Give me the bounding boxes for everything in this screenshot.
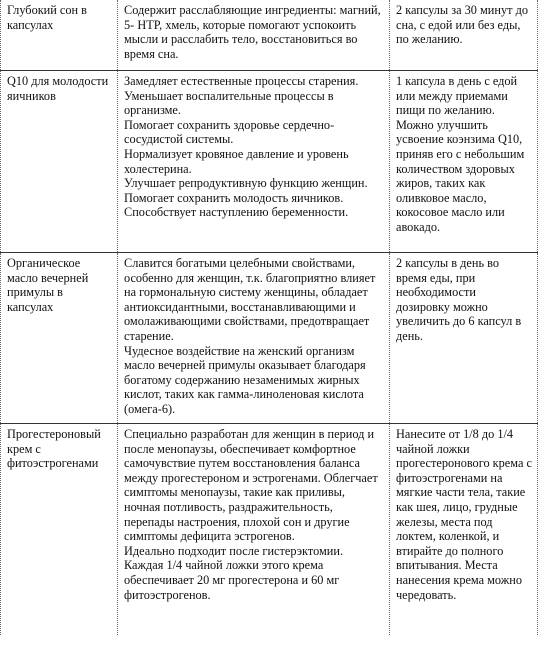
description-cell [118,0,390,71]
product-name: Глубокий сон в капсулах [7,3,87,32]
description-paragraph: Содержит расслабляющие ингредиенты: магний, 5- HTP, хмель, которые помогают успокоить мысли и расслабить тело, восстановиться во время сна. [124,3,381,61]
table-row [1,0,538,71]
dosage-cell [390,424,538,636]
description-paragraph: Способствует наступлению беременности. [124,205,349,220]
description-paragraph: Улучшает репродуктивную функцию женщин. [124,176,368,191]
dosage-text: 2 капсулы за 30 минут до сна, с едой или без еды, по желанию. [396,3,528,47]
product-name: Q10 для молодости яичников [7,74,109,103]
description-cell [118,253,390,424]
product-name: Прогестероновый крем с фитоэстрогенами [7,427,101,471]
dosage-text: Нанесите от 1/8 до 1/4 чайной ложки прогестеронового крема с фитоэстрогенами на мягкие части тела, такие как шея, лицо, грудные железы, места под локтем, коленкой, и втирайте до полного впитывания. Места нанесения крема можно чередовать. [396,427,532,602]
description-paragraph: Нормализует кровяное давление и уровень холестерина. [124,146,349,176]
product-name: Органическое масло вечерней примулы в капсулах [7,256,89,314]
description-cell [118,71,390,253]
dosage-cell [390,71,538,253]
description-paragraph: Идеально подходит после гистерэктомии. [124,543,344,558]
description-paragraph: Специально разработан для женщин в период и после менопаузы, обеспечивает комфортное самочувствие путем восстановления баланса между прогестероном и эстрогенами. Облегчает симптомы менопаузы, такие как приливы, ночная потливость, раздражительность, перепады настроения, плохой сон и другие симптомы дефицита эстрогенов. [124,427,378,544]
description-paragraph: Помогает сохранить здоровье сердечно-сосудистой системы. [124,117,335,147]
description-paragraph: Уменьшает воспалительные процессы в организме. [124,88,334,118]
product-name-cell [1,0,118,71]
description-paragraph: Замедляет естественные процессы старения. [124,74,359,88]
description-paragraph: Славится богатыми целебными свойствами, особенно для женщин, т.к. благоприятно влияет на гормональную систему женщины, обладает антиоксидантными, восстанавливающими и омолаживающими свойствами, предотвращает старение. [124,256,376,343]
dosage-text: 2 капсулы в день во время еды, при необходимости дозировку можно увеличить до 6 капсул в день. [396,256,522,343]
product-name-cell [1,253,118,424]
table-row [1,253,538,424]
description-paragraph: Каждая 1/4 чайной ложки этого крема обеспечивает 20 мг прогестерона и 60 мг фитоэстрогенов. [124,558,340,602]
table-row [1,71,538,253]
dosage-cell [390,253,538,424]
dosage-text: 1 капсула в день с едой или между приемами пищи по желанию. Можно улучшить усвоение коэнзима Q10, приняв его с небольшим количеством здоровых жиров, таких как оливковое масло, кокосовое масло или авокадо. [396,74,525,234]
description-cell [118,424,390,636]
dosage-cell [390,0,538,71]
description-paragraph: Помогает сохранить молодость яичников. [124,190,344,205]
description-paragraph: Чудесное воздействие на женский организм масло вечерней примулы оказывает благодаря богатому содержанию незаменимых жирных кислот, таких как гамма-линоленовая кислота (омега-6). [124,343,366,416]
product-name-cell [1,71,118,253]
table-row [1,424,538,636]
product-name-cell [1,424,118,636]
